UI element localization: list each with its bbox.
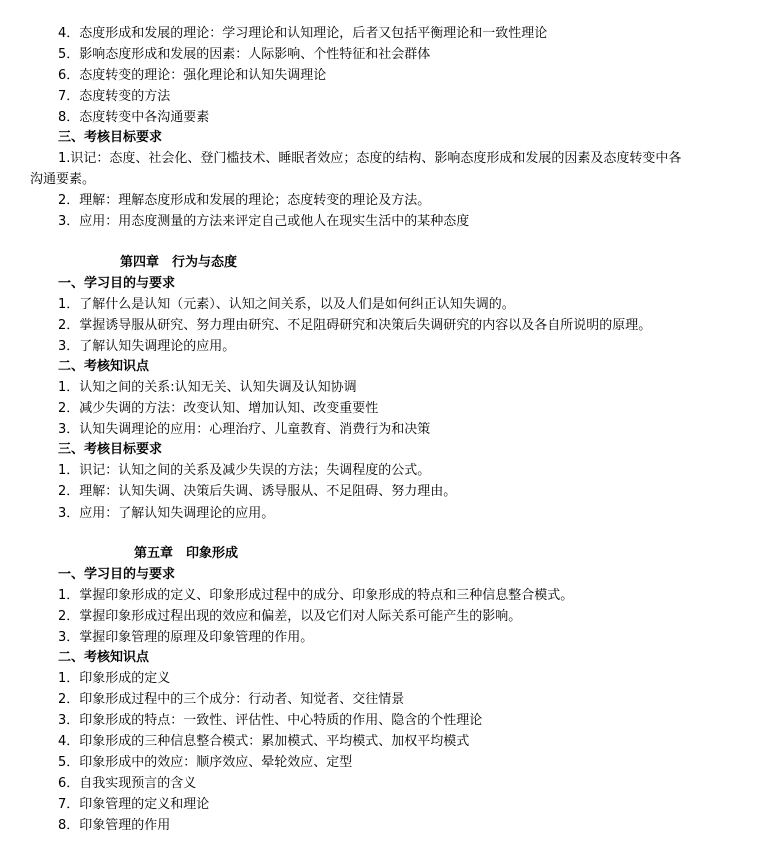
list-item: 2．掌握诱导服从研究、努力理由研究、不足阻碍研究和决策后失调研究的内容以及各自所说明的原理。: [58, 318, 652, 333]
list-item: 6．态度转变的理论：强化理论和认知失调理论: [58, 68, 327, 83]
list-item: 1．了解什么是认知（元素）、认知之间关系，以及人们是如何纠正认知失调的。: [58, 297, 515, 312]
list-item: 4．态度形成和发展的理论：学习理论和认知理论，后者又包括平衡理论和一致性理论: [58, 26, 548, 41]
list-item: 1.识记：态度、社会化、登门槛技术、睡眠者效应；态度的结构、影响态度形成和发展的因素及态度转变中各: [58, 151, 682, 166]
list-item: 2．理解：理解态度形成和发展的理论；态度转变的理论及方法。: [58, 193, 431, 208]
list-item: 1．识记：认知之间的关系及减少失误的方法；失调程度的公式。: [58, 463, 431, 478]
section-heading: 一、学习目的与要求: [58, 567, 176, 582]
section-heading: 二、考核知识点: [58, 650, 150, 665]
chapter-title: 第五章 印象形成: [134, 546, 239, 561]
section-heading: 二、考核知识点: [58, 359, 150, 374]
list-item: 5．影响态度形成和发展的因素：人际影响、个性特征和社会群体: [58, 47, 431, 62]
section-heading: 一、学习目的与要求: [58, 276, 176, 291]
list-item: 1．认知之间的关系:认知无关、认知失调及认知协调: [58, 380, 357, 395]
list-item: 6．自我实现预言的含义: [58, 776, 197, 791]
list-item: 1．印象形成的定义: [58, 671, 171, 686]
list-item: 8．态度转变中各沟通要素: [58, 110, 210, 125]
list-item: 2．理解：认知失调、决策后失调、诱导服从、不足阻碍、努力理由。: [58, 484, 457, 499]
list-item: 3．应用：了解认知失调理论的应用。: [58, 506, 275, 521]
list-item: 3．应用：用态度测量的方法来评定自己或他人在现实生活中的某种态度: [58, 214, 470, 229]
list-item: 2．减少失调的方法：改变认知、增加认知、改变重要性: [58, 401, 379, 416]
list-item: 3．掌握印象管理的原理及印象管理的作用。: [58, 630, 314, 645]
section-heading: 三、考核目标要求: [58, 442, 163, 457]
list-item-continuation: 沟通要素。: [30, 172, 96, 187]
list-item: 7．印象管理的定义和理论: [58, 797, 210, 812]
list-item: 7．态度转变的方法: [58, 89, 171, 104]
list-item: 4．印象形成的三种信息整合模式：累加模式、平均模式、加权平均模式: [58, 734, 470, 749]
list-item: 3．了解认知失调理论的应用。: [58, 339, 236, 354]
list-item: 2．掌握印象形成过程出现的效应和偏差，以及它们对人际关系可能产生的影响。: [58, 609, 522, 624]
section-heading: 三、考核目标要求: [58, 130, 163, 145]
list-item: 2．印象形成过程中的三个成分：行动者、知觉者、交往情景: [58, 692, 405, 707]
list-item: 3．认知失调理论的应用：心理治疗、儿童教育、消费行为和决策: [58, 422, 431, 437]
list-item: 5．印象形成中的效应：顺序效应、晕轮效应、定型: [58, 755, 353, 770]
chapter-title: 第四章 行为与态度: [120, 255, 238, 270]
list-item: 3．印象形成的特点：一致性、评估性、中心特质的作用、隐含的个性理论: [58, 713, 483, 728]
list-item: 1．掌握印象形成的定义、印象形成过程中的成分、印象形成的特点和三种信息整合模式。: [58, 588, 574, 603]
list-item: 8．印象管理的作用: [58, 818, 171, 833]
